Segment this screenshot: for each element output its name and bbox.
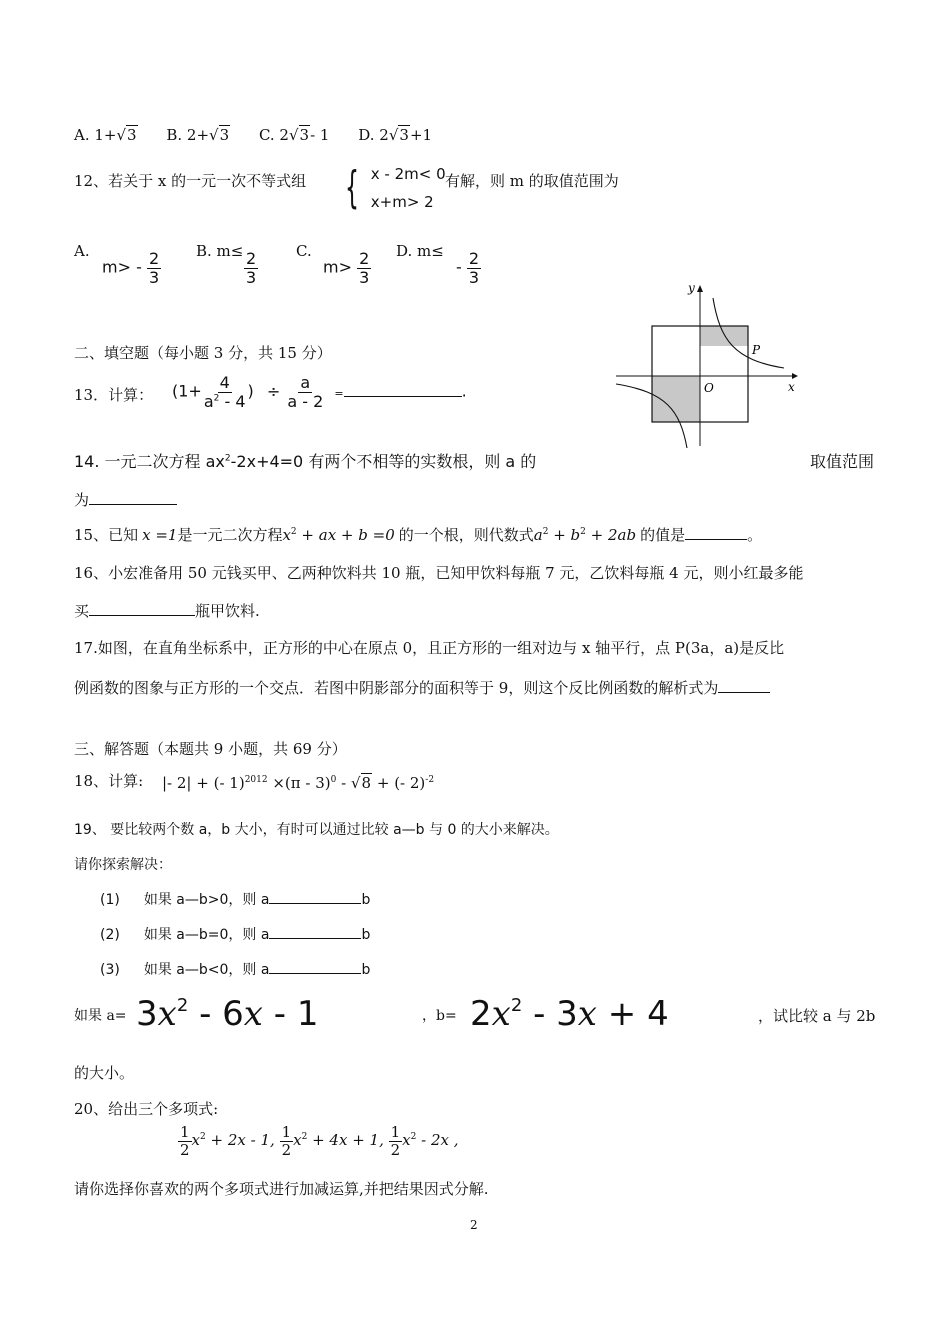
q19-item-3: (3) 如果 a—b<0，则 a b [100,959,370,979]
q11-options [74,126,432,144]
x-axis-arrow-icon [792,373,798,379]
q12-inequality-2: x+m> 2 [370,193,434,211]
q12-system [338,160,446,216]
shaded-region-upper-right [700,326,748,346]
q19-item-3-blank[interactable] [269,959,361,974]
q19-expression-a: $3x^2 - 6x - 1$ [136,994,319,1034]
q18-expression: |- 2| + (- 1)$^{2012}$ ×(π - 3)$^0$ - √8 + (- 2)$^{-2}$ [162,774,435,792]
q15-answer-blank[interactable] [685,525,747,540]
q13-label: 13．计算： [74,386,154,404]
q16-line1: 16、小宏准备用 50 元钱买甲、乙两种饮料共 10 瓶，已知甲饮料每瓶 7 元，乙饮料每瓶 4 元，则小红最多能 [74,564,804,582]
q19-item-2: (2) 如果 a—b=0，则 a b [100,924,370,944]
q19-compare: ，试比较 a 与 2b [758,1007,876,1025]
q14-line1-end: 取值范围 [810,452,875,471]
q16-line2: 买 瓶甲饮料. [74,602,260,620]
q12-option-a-label: A. [74,242,90,260]
q11-option-d: D. 2√3+1 [358,126,433,144]
q19-item-1-blank[interactable] [269,889,361,904]
q14-answer-blank[interactable] [89,490,177,505]
q11-option-b: B. 2+√3 [166,126,230,144]
q19-expression-b: $2x^2 - 3x + 4$ [470,994,669,1034]
q12-option-d-label: D. m≤ [396,242,444,260]
q19-item-2-blank[interactable] [269,924,361,939]
q17-line1: 17.如图，在直角坐标系中，正方形的中心在原点 0，且正方形的一组对边与 x 轴平行，点 P(3a，a)是反比 [74,639,785,657]
q19-explore: 请你探索解决： [74,857,172,873]
q19-item-1: (1) 如果 a—b>0，则 a b [100,889,370,909]
q19-intro: 19、 要比较两个数 a，b 大小，有时可以通过比较 a—b 与 0 的大小来解决。 [74,822,559,838]
y-axis-arrow-icon [697,285,703,292]
q20-polynomials: $\frac{1}{2}$ $x^2 + 2x - 1$, $\frac{1}{2}$ $x^2 + 4x + 1$, $\frac{1}{2}$ $x^2 - 2x$ , [180,1123,459,1159]
q20-title: 20、给出三个多项式: [74,1100,219,1118]
section-3-title: 三、解答题（本题共 9 小题，共 69 分） [74,740,347,758]
q19-size: 的大小。 [74,1064,135,1082]
q12-suffix: 有解，则 m 的取值范围为 [445,172,619,190]
q12-option-b: $\frac{2}{3}$ [246,249,257,287]
q12-option-c-label: C. [296,242,312,260]
q18-label: 18、计算: [74,772,144,790]
section-2-title: 二、填空题（每小题 3 分，共 15 分） [74,344,332,362]
q13-expression: (1+ $\frac{4}{a^2 - 4}$ ) ÷ $\frac{a}{a - 2}$ = . [172,373,467,411]
brace-icon: { [345,162,359,213]
q11-option-a: A. 1+√3 [74,126,137,144]
q14-line1: 14. 一元二次方程 $ax^2-2x+4=0$ 有两个不相等的实数根，则 a 的 [74,452,537,471]
page-number: 2 [470,1218,478,1232]
y-axis-label: y [688,281,695,295]
q14-line2: 为 [74,489,177,510]
q17-answer-blank[interactable] [718,678,770,693]
q19-if-a: 如果 a= [74,1008,127,1024]
q17-figure [612,280,802,450]
q16-answer-blank[interactable] [89,601,195,616]
q12-option-a: m> - $\frac{2}{3}$ [102,249,160,287]
q12-option-b-label: B. m≤ [196,242,244,260]
q19-b-label: ，b= [422,1008,457,1024]
x-axis-label: x [788,380,795,394]
q12-option-d: - $\frac{2}{3}$ [456,249,480,287]
origin-label: O [704,381,714,395]
q20-instruction: 请你选择你喜欢的两个多项式进行加减运算,并把结果因式分解. [74,1180,489,1198]
q17-line2: 例函数的图象与正方形的一个交点．若图中阴影部分的面积等于 9，则这个反比例函数的解析式为 [74,677,770,698]
q11-option-c: C. 2√3- 1 [258,126,330,144]
q12-inequality-1: x - 2m< 0 [370,165,446,183]
q12-option-c: m> $\frac{2}{3}$ [323,249,370,287]
q13-answer-blank[interactable] [344,382,462,397]
point-p-label: P [752,343,761,357]
q15: 15、已知 x =1是一元二次方程$x^2$ + ax + b =0 的一个根，则代数式$a^2 + b^2 + 2ab$ 的值是 。 [74,526,763,544]
q12-prefix: 12、若关于 x 的一元一次不等式组 [74,172,307,190]
